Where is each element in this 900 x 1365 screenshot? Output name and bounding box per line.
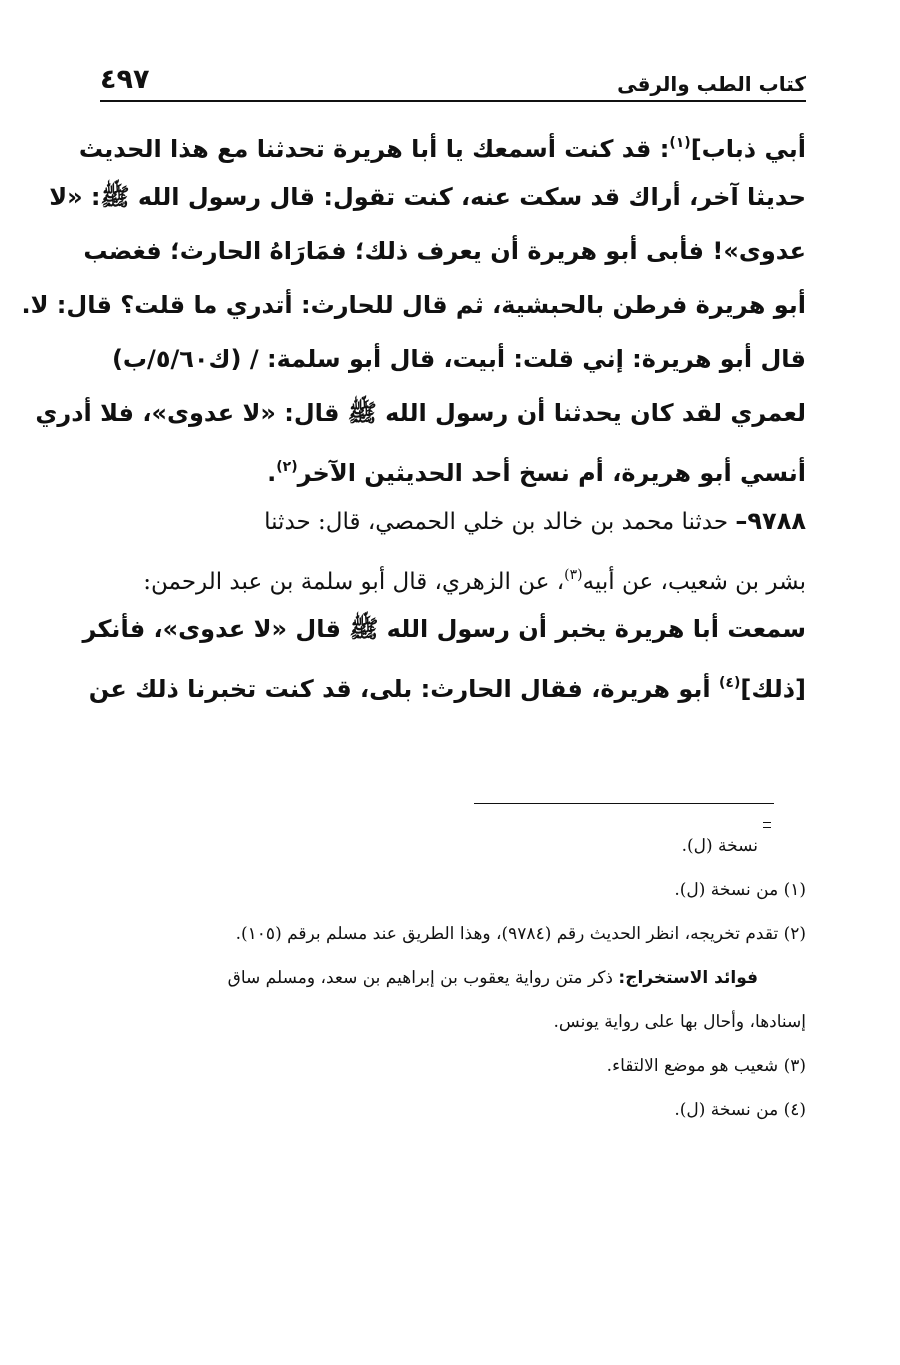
text-segment: أبو هريرة، فقال الحارث: بلى، قد كنت تخبرنا ذلك عن <box>88 675 720 703</box>
text-line <box>88 656 806 710</box>
text-segment: أنسي أبو هريرة، أم نسخ أحد الحديثين الآخر <box>297 459 806 487</box>
header-rule <box>100 100 806 102</box>
fawaid-continuation: إسنادها، وأحال بها على رواية يونس. <box>553 1012 806 1032</box>
text-line <box>78 116 806 170</box>
footnotes <box>100 824 806 1132</box>
text-segment: أبي ذباب] <box>690 135 806 163</box>
footnote-4: (٤) من نسخة (ل). <box>674 1100 806 1120</box>
text-line <box>100 440 806 494</box>
footnote-ref: (٢) <box>276 459 298 475</box>
text-line: لعمري لقد كان يحدثنا أن رسول الله ﷺ قال: «لا عدوى»، فلا أدري <box>35 399 806 427</box>
text-segment: : قد كنت أسمعك يا أبا هريرة تحدثنا مع هذا الحديث <box>78 135 670 163</box>
footnote-1: (١) من نسخة (ل). <box>674 880 806 900</box>
footnote-3: (٣) شعيب هو موضع الالتقاء. <box>606 1056 806 1076</box>
text-segment: [ذلك] <box>740 675 806 703</box>
isnad-line <box>100 548 806 602</box>
header-title: كتاب الطب والرقى <box>617 72 806 96</box>
text-line: قال أبو هريرة: إني قلت: أبيت، قال أبو سلمة: / (ك٥/٦٠/ب) <box>111 345 806 373</box>
text-segment: ، عن الزهري، قال أبو سلمة بن عبد الرحمن: <box>143 569 565 595</box>
footnote-ref: (٣) <box>564 567 583 583</box>
footnote-ref: (٤) <box>719 675 741 691</box>
text-line: حديثا آخر، أراك قد سكت عنه، كنت تقول: قال رسول الله ﷺ: «لا <box>49 183 806 211</box>
running-header <box>100 58 806 102</box>
hadith-number: ٩٧٨٨– <box>735 507 806 535</box>
text-line: أبو هريرة فرطن بالحبشية، ثم قال للحارث: أتدري ما قلت؟ قال: لا. <box>21 291 806 319</box>
fawaid-label: فوائد الاستخراج: <box>618 968 758 988</box>
hadith-line <box>100 494 806 548</box>
text-line: سمعت أبا هريرة يخبر أن رسول الله ﷺ قال «لا عدوى»، فأنكر <box>82 615 806 643</box>
fawaid-text: ذكر متن رواية يعقوب بن إبراهيم بن سعد، ومسلم ساق <box>227 968 619 988</box>
isnad-text: حدثنا محمد بن خالد بن خلي الحمصي، قال: حدثنا <box>264 509 736 535</box>
footnote-separator <box>474 803 774 804</box>
fawaid-line <box>100 956 806 1000</box>
text-segment: بشر بن شعيب، عن أبيه <box>582 569 806 595</box>
footnote-ref: (١) <box>669 135 691 151</box>
text-segment: . <box>267 459 277 487</box>
footnote-continuation <box>100 824 806 868</box>
page-number: ٤٩٧ <box>100 64 150 95</box>
main-text <box>21 116 806 710</box>
text-line: عدوى»! فأبى أبو هريرة أن يعرف ذلك؛ فمَارَاهُ الحارث؛ فغضب <box>83 237 806 265</box>
footnote-2: (٢) تقدم تخريجه، انظر الحديث رقم (٩٧٨٤)، وهذا الطريق عند مسلم برقم (١٠٥). <box>235 924 806 944</box>
footnote-text: نسخة (ل). <box>681 836 758 856</box>
